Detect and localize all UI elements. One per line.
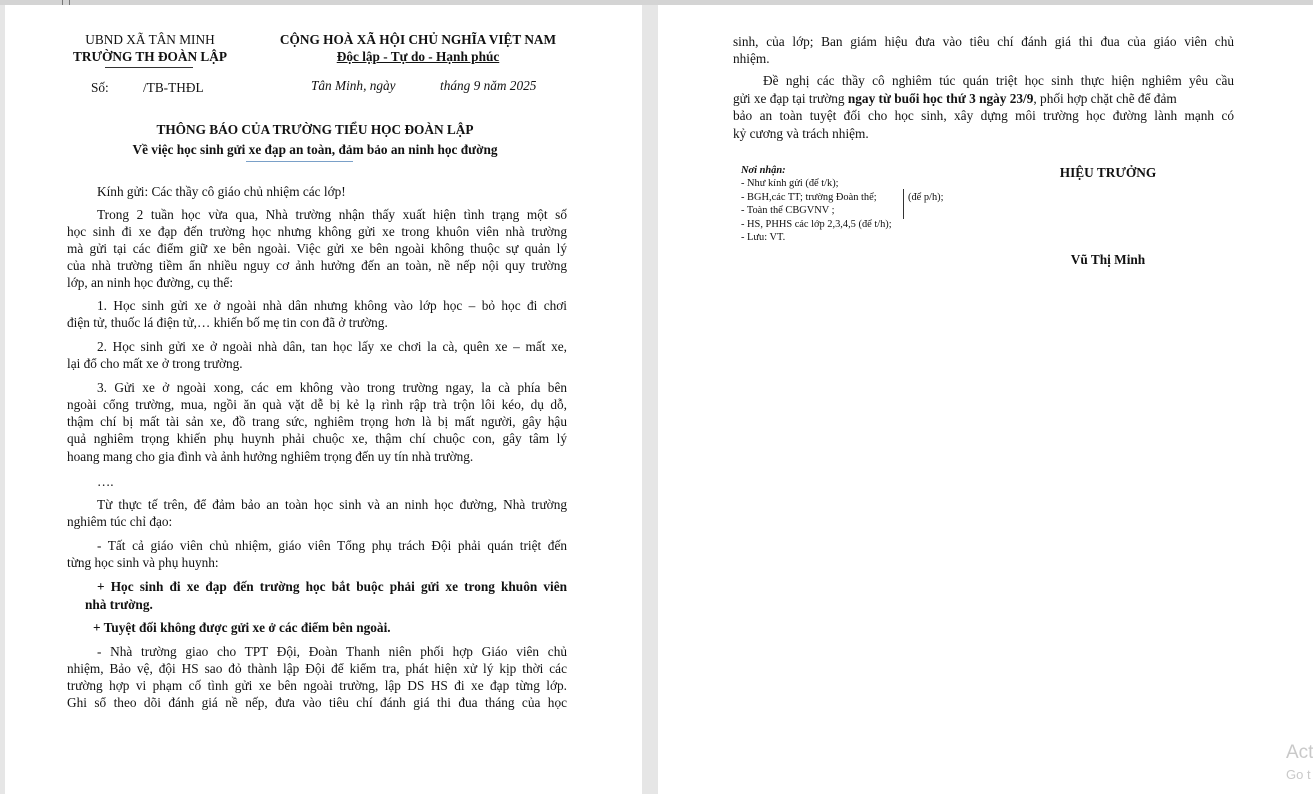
recipient-5: - Lưu: VT. <box>741 232 786 243</box>
doc-number-label: Số: <box>91 80 109 95</box>
request-line-3: bảo an toàn tuyệt đối cho học sinh, xây dựng môi trường học đường lành mạnh có <box>733 108 1234 123</box>
directive-line-1: Từ thực tế trên, để đảm bảo an toàn học sinh và an ninh học đường, Nhà trường <box>97 497 567 512</box>
bold1-line-1: + Học sinh đi xe đạp đến trường học bắt buộc phải gửi xe trong khuôn viên <box>97 579 567 594</box>
title-line-1: THÔNG BÁO CỦA TRƯỜNG TIỂU HỌC ĐOÀN LẬP <box>156 122 474 137</box>
point3-line-5: hoang mang cho gia đình và ảnh hưởng nghiêm trọng đến uy tín nhà trường. <box>67 449 474 464</box>
activation-watermark-line-2: Go t <box>1286 767 1311 782</box>
point3-line-3: thậm chí bị mất tài sản xe, đồ trang sức, nghiêm trọng hơn là bị mất người, gây hậu <box>67 414 567 429</box>
recipients-title: Nơi nhận: <box>741 165 786 176</box>
org-line-2: TRƯỜNG TH ĐOÀN LẬP <box>72 49 228 64</box>
document-page-1[interactable] <box>5 5 642 794</box>
intro-line-4: của nhà trường tiềm ẩn nhiều nguy cơ ảnh hưởng đến an toàn, nề nếp nội quy trường <box>67 258 567 273</box>
nation-line-1: CỘNG HOÀ XÃ HỘI CHỦ NGHĨA VIỆT NAM <box>279 32 557 47</box>
request-line-4: kỷ cương và trách nhiệm. <box>733 126 869 141</box>
request-line-2a: gửi xe đạp tại trường <box>733 91 848 106</box>
recipient-1: - Như kính gửi (để t/k); <box>741 178 839 189</box>
request-line-2c: , phối hợp chặt chẽ để đảm <box>1033 91 1177 106</box>
dash2-line-2: nhiệm, Bảo vệ, đội HS sao đỏ thành lập Đội để kiểm tra, phát hiện xử lý kịp thời các <box>67 661 567 676</box>
date-rest: tháng 9 năm 2025 <box>440 78 537 93</box>
activation-watermark-line-1: Act <box>1286 742 1313 763</box>
recipient-note: (để p/h); <box>908 192 944 203</box>
title-line-2: Về việc học sinh gửi xe đạp an toàn, đảm bảo an ninh học đường <box>132 142 498 157</box>
point3-line-1: 3. Gửi xe ở ngoài xong, các em không vào trong trường ngay, la cà phía bên <box>97 380 567 395</box>
dash1-line-1: - Tất cả giáo viên chủ nhiệm, giáo viên Tổng phụ trách Đội phải quán triệt đến <box>97 538 567 553</box>
document-page-2[interactable] <box>658 5 1313 794</box>
cont-line-2: nhiệm. <box>733 51 770 66</box>
org-underline <box>105 67 193 68</box>
point3-line-4: quả nghiêm trọng khiến phụ huynh phải chuộc xe, thậm chí chuộc con, gây tâm lý <box>67 431 567 446</box>
dash1-line-2: từng học sinh và phụ huynh: <box>67 555 219 570</box>
doc-number-code: /TB-THĐL <box>143 80 204 95</box>
bold2: + Tuyệt đối không được gửi xe ở các điểm bên ngoài. <box>93 620 391 635</box>
request-line-1: Đề nghị các thầy cô nghiêm túc quán triệt học sinh thực hiện nghiêm yêu cầu <box>763 73 1234 88</box>
intro-line-3: mà gửi tại các điểm giữ xe bên ngoài. Việc gửi xe bên ngoài không thuộc sự quản lý <box>67 241 567 256</box>
recipient-3: - Toàn thể CBGVNV ; <box>741 205 835 216</box>
dash2-line-3: trường hợp vi phạm cố tình gửi xe bên ngoài trường, lập DS HS đi xe đạp từng lớp. <box>67 678 567 693</box>
motto: Độc lập - Tự do - Hạnh phúc <box>336 49 500 64</box>
recipient-2: - BGH,các TT; trường Đoàn thể; <box>741 192 877 203</box>
directive-line-2: nghiêm túc chỉ đạo: <box>67 514 173 529</box>
cont-line-1: sinh, của lớp; Ban giám hiệu đưa vào tiêu chí đánh giá thi đua của giáo viên chủ <box>733 34 1234 49</box>
recipient-4: - HS, PHHS các lớp 2,3,4,5 (để t/h); <box>741 219 892 230</box>
signer-title: HIỆU TRƯỞNG <box>1059 165 1157 180</box>
intro-line-2: học sinh đi xe đạp đến trường học nhưng không gửi xe trong khuôn viên nhà trường <box>67 224 567 239</box>
intro-line-5: lớp, an ninh học đường, cụ thể: <box>67 275 234 290</box>
intro-line-1: Trong 2 tuần học vừa qua, Nhà trường nhận thấy xuất hiện tình trạng một số <box>97 207 567 222</box>
signer-name: Vũ Thị Minh <box>1070 252 1146 267</box>
bold1-line-2: nhà trường. <box>85 597 153 612</box>
dash2-line-1: - Nhà trường giao cho TPT Đội, Đoàn Thanh niên phối hợp Giáo viên chủ <box>97 644 567 659</box>
point1-line-1: 1. Học sinh gửi xe ở ngoài nhà dân nhưng không vào lớp học – bỏ học đi chơi <box>97 298 567 313</box>
org-line-1: UBND XÃ TÂN MINH <box>85 32 215 47</box>
request-line-2 <box>733 90 1234 107</box>
recipient-brace <box>903 189 904 219</box>
greeting: Kính gửi: Các thầy cô giáo chủ nhiệm các lớp! <box>97 184 346 199</box>
point3-line-2: ngoài cổng trường, mua, ngồi ăn quà vặt dễ bị kẻ lạ rình rập trà trộn lôi kéo, dụ dỗ, <box>67 397 567 412</box>
dash2-line-4: Ghi sổ theo dõi đánh giá nề nếp, đưa vào tiêu chí đánh giá thi đua tháng của học <box>67 695 567 710</box>
point2-line-1: 2. Học sinh gửi xe ở ngoài nhà dân, tan học lấy xe chơi la cà, quên xe – mất xe, <box>97 339 567 354</box>
point2-line-2: lại đổ cho mất xe ở trong trường. <box>67 356 243 371</box>
title-underline <box>246 161 353 162</box>
place-date: Tân Minh, ngày <box>311 78 396 93</box>
ellipsis: …. <box>97 474 114 489</box>
point1-line-2: điện tử, thuốc lá điện tử,… khiến bố mẹ tin con đã ở trường. <box>67 315 388 330</box>
nation-line-2 <box>253 48 583 65</box>
request-deadline: ngay từ buổi học thứ 3 ngày 23/9 <box>847 91 1034 106</box>
